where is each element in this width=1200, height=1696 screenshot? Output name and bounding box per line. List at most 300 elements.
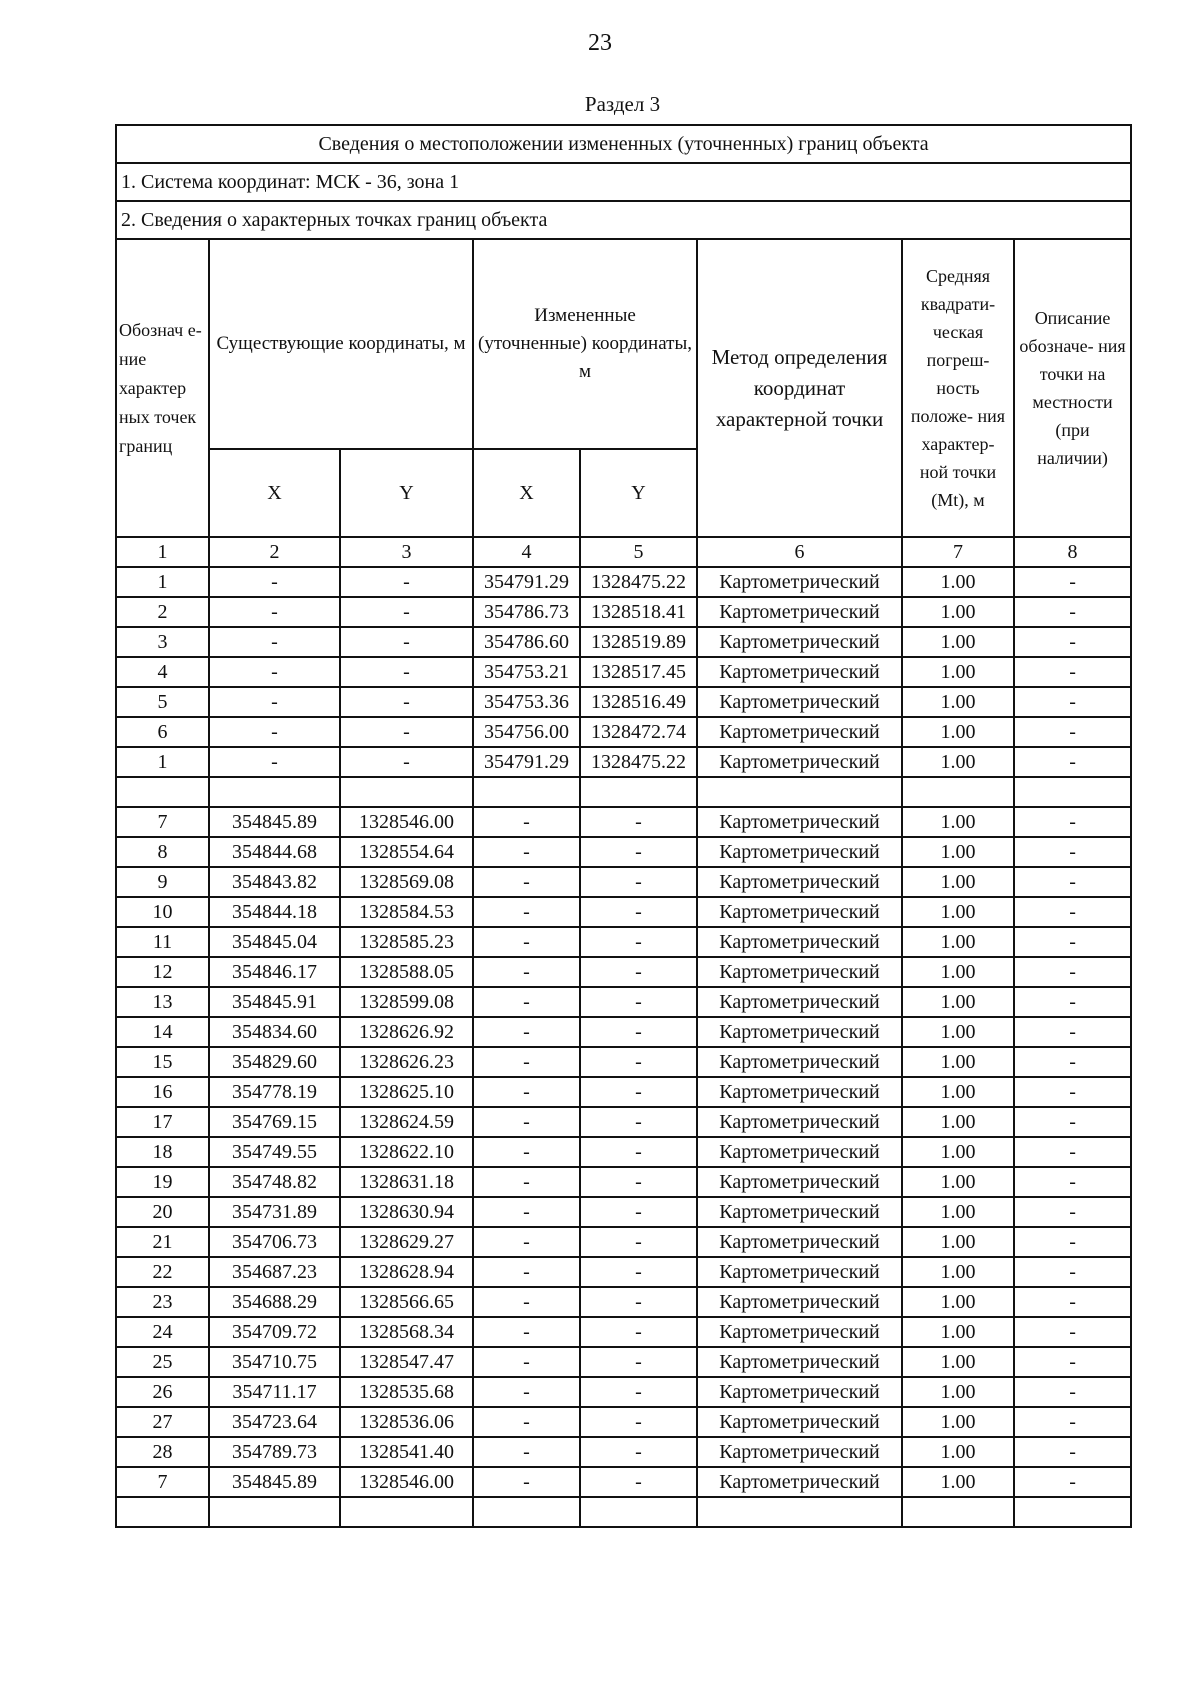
cell-method: Картометрический — [697, 1017, 902, 1047]
cell-y-existing: 1328625.10 — [340, 1077, 473, 1107]
cell-description: - — [1014, 1197, 1131, 1227]
table-row — [116, 957, 1131, 987]
cell-rmse: 1.00 — [902, 1257, 1014, 1287]
cell-rmse: 1.00 — [902, 837, 1014, 867]
cell-x-existing: 354723.64 — [209, 1407, 340, 1437]
header-y-existing: Y — [340, 449, 473, 537]
cell-rmse: 1.00 — [902, 1407, 1014, 1437]
cell-rmse: 1.00 — [902, 1467, 1014, 1497]
table-row — [116, 687, 1131, 717]
cell-description: - — [1014, 837, 1131, 867]
cell-x-existing: - — [209, 717, 340, 747]
cell-description: - — [1014, 747, 1131, 777]
cell-y-existing: - — [340, 657, 473, 687]
cell-y-changed: - — [580, 1197, 697, 1227]
cell-rmse: 1.00 — [902, 957, 1014, 987]
table-row — [116, 1497, 1131, 1527]
cell-x-existing: - — [209, 597, 340, 627]
cell-y-existing: 1328569.08 — [340, 867, 473, 897]
coordinate-system: 1. Система координат: МСК - 36, зона 1 — [116, 163, 1131, 201]
table-row — [116, 807, 1131, 837]
cell-x-changed: - — [473, 1407, 580, 1437]
header-method: Метод определения координат характерной точки — [697, 239, 902, 537]
header-rmse: Средняя квадрати- ческая погреш- ность положе- ния характер- ной точки (Mt), м — [902, 239, 1014, 537]
table-row — [116, 1377, 1131, 1407]
column-number: 3 — [340, 537, 473, 567]
cell-method: Картометрический — [697, 1197, 902, 1227]
table-row — [116, 1287, 1131, 1317]
cell-description: - — [1014, 1137, 1131, 1167]
cell-y-changed: 1328475.22 — [580, 747, 697, 777]
cell-x-existing: 354845.91 — [209, 987, 340, 1017]
cell-x-changed: 354753.36 — [473, 687, 580, 717]
cell-x-changed: - — [473, 1467, 580, 1497]
cell-description: - — [1014, 867, 1131, 897]
cell-description: - — [1014, 1077, 1131, 1107]
cell-point-id: 16 — [116, 1077, 209, 1107]
cell-method: Картометрический — [697, 1077, 902, 1107]
cell-description: - — [1014, 1047, 1131, 1077]
cell-x-changed: - — [473, 927, 580, 957]
cell-point-id: 11 — [116, 927, 209, 957]
cell-method: Картометрический — [697, 957, 902, 987]
cell-point-id: 4 — [116, 657, 209, 687]
cell-method: Картометрический — [697, 627, 902, 657]
cell-description: - — [1014, 987, 1131, 1017]
cell-y-existing: 1328535.68 — [340, 1377, 473, 1407]
cell-y-changed: - — [580, 1377, 697, 1407]
section-title: Раздел 3 — [584, 92, 661, 116]
cell-rmse: 1.00 — [902, 657, 1014, 687]
cell-rmse: 1.00 — [902, 1107, 1014, 1137]
cell-method: Картометрический — [697, 567, 902, 597]
table-row — [116, 597, 1131, 627]
cell-description: - — [1014, 1407, 1131, 1437]
cell-method: Картометрический — [697, 927, 902, 957]
cell-point-id: 19 — [116, 1167, 209, 1197]
cell-point-id: 18 — [116, 1137, 209, 1167]
header-point-designation: Обознач е-ние характер ных точек границ — [116, 239, 209, 537]
cell-method: Картометрический — [697, 1047, 902, 1077]
cell-point-id: 25 — [116, 1347, 209, 1377]
cell-method: Картометрический — [697, 747, 902, 777]
cell-x-changed: 354753.21 — [473, 657, 580, 687]
table-title: Сведения о местоположении измененных (уточненных) границ объекта — [116, 125, 1131, 163]
cell-x-changed: - — [473, 1437, 580, 1467]
cell-x-changed: - — [473, 897, 580, 927]
cell-y-existing: 1328547.47 — [340, 1347, 473, 1377]
cell-description: - — [1014, 597, 1131, 627]
cell-y-existing: - — [340, 687, 473, 717]
cell-description: - — [1014, 717, 1131, 747]
table-row — [116, 897, 1131, 927]
table-row — [116, 1077, 1131, 1107]
cell-point-id: 7 — [116, 1467, 209, 1497]
cell-x-changed — [473, 777, 580, 807]
cell-rmse: 1.00 — [902, 807, 1014, 837]
header-y-changed: Y — [580, 449, 697, 537]
cell-y-existing: 1328626.92 — [340, 1017, 473, 1047]
cell-description: - — [1014, 627, 1131, 657]
cell-description: - — [1014, 1437, 1131, 1467]
cell-x-changed: - — [473, 1317, 580, 1347]
cell-x-existing: 354749.55 — [209, 1137, 340, 1167]
table-row — [116, 1017, 1131, 1047]
cell-y-changed: - — [580, 1077, 697, 1107]
cell-x-existing: 354846.17 — [209, 957, 340, 987]
cell-method: Картометрический — [697, 1257, 902, 1287]
cell-y-changed: - — [580, 897, 697, 927]
cell-y-existing: 1328546.00 — [340, 1467, 473, 1497]
cell-x-existing: 354829.60 — [209, 1047, 340, 1077]
cell-x-changed: - — [473, 1137, 580, 1167]
cell-description: - — [1014, 1377, 1131, 1407]
cell-x-changed: - — [473, 1017, 580, 1047]
cell-x-existing: 354769.15 — [209, 1107, 340, 1137]
cell-rmse: 1.00 — [902, 867, 1014, 897]
cell-y-changed: - — [580, 1107, 697, 1137]
cell-x-existing: - — [209, 657, 340, 687]
cell-y-changed: - — [580, 987, 697, 1017]
cell-method: Картометрический — [697, 867, 902, 897]
cell-method: Картометрический — [697, 897, 902, 927]
cell-y-existing: - — [340, 747, 473, 777]
cell-point-id: 14 — [116, 1017, 209, 1047]
header-x-changed: X — [473, 449, 580, 537]
table-row — [116, 717, 1131, 747]
cell-rmse: 1.00 — [902, 1167, 1014, 1197]
cell-x-existing — [209, 777, 340, 807]
cell-x-existing: 354711.17 — [209, 1377, 340, 1407]
cell-y-existing: 1328566.65 — [340, 1287, 473, 1317]
cell-point-id: 28 — [116, 1437, 209, 1467]
cell-x-existing: 354845.89 — [209, 1467, 340, 1497]
cell-method: Картометрический — [697, 657, 902, 687]
cell-x-changed: - — [473, 1077, 580, 1107]
cell-y-changed: - — [580, 1467, 697, 1497]
cell-x-existing: 354845.04 — [209, 927, 340, 957]
cell-x-existing: - — [209, 627, 340, 657]
column-number: 4 — [473, 537, 580, 567]
cell-y-existing: 1328584.53 — [340, 897, 473, 927]
table-row — [116, 1257, 1131, 1287]
cell-x-changed: 354786.60 — [473, 627, 580, 657]
cell-y-changed — [580, 777, 697, 807]
cell-y-changed: 1328517.45 — [580, 657, 697, 687]
cell-rmse: 1.00 — [902, 1197, 1014, 1227]
cell-point-id: 7 — [116, 807, 209, 837]
cell-y-existing: - — [340, 717, 473, 747]
table-row — [116, 1467, 1131, 1497]
cell-method: Картометрический — [697, 1317, 902, 1347]
cell-rmse: 1.00 — [902, 1047, 1014, 1077]
cell-description: - — [1014, 1167, 1131, 1197]
header-changed-coords: Измененные (уточненные) координаты, м — [473, 239, 697, 449]
cell-x-changed: - — [473, 1287, 580, 1317]
cell-y-changed: - — [580, 1167, 697, 1197]
table-row — [116, 1137, 1131, 1167]
table-row — [116, 1167, 1131, 1197]
cell-x-changed: - — [473, 987, 580, 1017]
cell-y-changed: - — [580, 957, 697, 987]
cell-y-existing: - — [340, 597, 473, 627]
cell-x-existing: 354706.73 — [209, 1227, 340, 1257]
cell-x-changed: - — [473, 1197, 580, 1227]
cell-description: - — [1014, 897, 1131, 927]
cell-x-existing: 354845.89 — [209, 807, 340, 837]
cell-point-id: 1 — [116, 747, 209, 777]
cell-point-id: 8 — [116, 837, 209, 867]
cell-point-id: 27 — [116, 1407, 209, 1437]
cell-point-id: 9 — [116, 867, 209, 897]
cell-x-changed: - — [473, 957, 580, 987]
cell-x-existing: 354844.18 — [209, 897, 340, 927]
header-description: Описание обозначе- ния точки на местности (при наличии) — [1014, 239, 1131, 537]
cell-description: - — [1014, 657, 1131, 687]
cell-point-id: 1 — [116, 567, 209, 597]
cell-method: Картометрический — [697, 597, 902, 627]
cell-method: Картометрический — [697, 837, 902, 867]
cell-method: Картометрический — [697, 1287, 902, 1317]
cell-rmse: 1.00 — [902, 747, 1014, 777]
cell-x-existing: 354688.29 — [209, 1287, 340, 1317]
header-x-existing: X — [209, 449, 340, 537]
cell-y-existing: 1328629.27 — [340, 1227, 473, 1257]
column-numbers-row — [116, 537, 1131, 567]
cell-point-id — [116, 777, 209, 807]
table-row — [116, 1437, 1131, 1467]
cell-description: - — [1014, 927, 1131, 957]
cell-rmse: 1.00 — [902, 1437, 1014, 1467]
cell-description: - — [1014, 1467, 1131, 1497]
cell-method: Картометрический — [697, 1137, 902, 1167]
column-number: 5 — [580, 537, 697, 567]
cell-point-id: 12 — [116, 957, 209, 987]
cell-y-changed: - — [580, 1347, 697, 1377]
cell-x-existing: - — [209, 567, 340, 597]
cell-rmse: 1.00 — [902, 597, 1014, 627]
column-number: 6 — [697, 537, 902, 567]
table-row — [116, 747, 1131, 777]
cell-rmse: 1.00 — [902, 687, 1014, 717]
column-number: 8 — [1014, 537, 1131, 567]
cell-rmse: 1.00 — [902, 897, 1014, 927]
column-number: 2 — [209, 537, 340, 567]
cell-x-changed: 354756.00 — [473, 717, 580, 747]
cell-point-id: 15 — [116, 1047, 209, 1077]
cell-x-existing: 354731.89 — [209, 1197, 340, 1227]
cell-y-changed — [580, 1497, 697, 1527]
cell-x-changed: 354786.73 — [473, 597, 580, 627]
cell-x-changed: - — [473, 867, 580, 897]
cell-y-existing: 1328626.23 — [340, 1047, 473, 1077]
cell-point-id: 21 — [116, 1227, 209, 1257]
cell-y-existing: 1328630.94 — [340, 1197, 473, 1227]
column-number: 7 — [902, 537, 1014, 567]
cell-y-existing: - — [340, 567, 473, 597]
cell-y-existing: 1328622.10 — [340, 1137, 473, 1167]
cell-method — [697, 777, 902, 807]
cell-description: - — [1014, 1347, 1131, 1377]
table-row — [116, 1227, 1131, 1257]
table-row — [116, 927, 1131, 957]
cell-y-existing: 1328554.64 — [340, 837, 473, 867]
cell-y-changed: 1328475.22 — [580, 567, 697, 597]
cell-method: Картометрический — [697, 1407, 902, 1437]
cell-x-existing: 354709.72 — [209, 1317, 340, 1347]
cell-y-changed: - — [580, 867, 697, 897]
cell-point-id: 23 — [116, 1287, 209, 1317]
cell-y-existing: 1328588.05 — [340, 957, 473, 987]
cell-method: Картометрический — [697, 687, 902, 717]
cell-y-existing — [340, 777, 473, 807]
cell-y-existing: 1328599.08 — [340, 987, 473, 1017]
cell-description: - — [1014, 957, 1131, 987]
cell-y-changed: - — [580, 1137, 697, 1167]
cell-y-changed: - — [580, 1257, 697, 1287]
cell-y-existing: 1328585.23 — [340, 927, 473, 957]
boundary-points-table — [115, 124, 1132, 1528]
cell-description — [1014, 777, 1131, 807]
cell-description: - — [1014, 807, 1131, 837]
cell-point-id: 5 — [116, 687, 209, 717]
cell-point-id: 6 — [116, 717, 209, 747]
cell-point-id: 24 — [116, 1317, 209, 1347]
cell-description: - — [1014, 1257, 1131, 1287]
cell-x-existing: 354844.68 — [209, 837, 340, 867]
cell-x-changed: - — [473, 1257, 580, 1287]
cell-description — [1014, 1497, 1131, 1527]
cell-rmse: 1.00 — [902, 567, 1014, 597]
cell-x-existing: 354748.82 — [209, 1167, 340, 1197]
cell-y-existing: 1328631.18 — [340, 1167, 473, 1197]
cell-description: - — [1014, 687, 1131, 717]
cell-method: Картометрический — [697, 987, 902, 1017]
cell-y-existing: 1328568.34 — [340, 1317, 473, 1347]
cell-rmse: 1.00 — [902, 927, 1014, 957]
table-row — [116, 657, 1131, 687]
cell-y-changed: - — [580, 1047, 697, 1077]
cell-rmse: 1.00 — [902, 1377, 1014, 1407]
cell-x-existing: 354834.60 — [209, 1017, 340, 1047]
cell-y-changed: - — [580, 1227, 697, 1257]
cell-method: Картометрический — [697, 807, 902, 837]
cell-method: Картометрический — [697, 1377, 902, 1407]
cell-x-existing: 354843.82 — [209, 867, 340, 897]
table-row — [116, 837, 1131, 867]
cell-y-existing: 1328536.06 — [340, 1407, 473, 1437]
cell-description: - — [1014, 1227, 1131, 1257]
cell-x-existing: 354778.19 — [209, 1077, 340, 1107]
cell-y-changed: - — [580, 1317, 697, 1347]
table-row — [116, 1197, 1131, 1227]
cell-x-existing: 354710.75 — [209, 1347, 340, 1377]
cell-point-id: 26 — [116, 1377, 209, 1407]
cell-y-existing: 1328628.94 — [340, 1257, 473, 1287]
table-row — [116, 1347, 1131, 1377]
cell-rmse — [902, 1497, 1014, 1527]
cell-rmse: 1.00 — [902, 1227, 1014, 1257]
cell-y-changed: - — [580, 1437, 697, 1467]
cell-point-id: 10 — [116, 897, 209, 927]
cell-x-changed: 354791.29 — [473, 567, 580, 597]
cell-point-id: 22 — [116, 1257, 209, 1287]
table-row — [116, 567, 1131, 597]
cell-x-existing: - — [209, 747, 340, 777]
cell-y-changed: - — [580, 1407, 697, 1437]
cell-rmse — [902, 777, 1014, 807]
cell-rmse: 1.00 — [902, 1287, 1014, 1317]
cell-method: Картометрический — [697, 1167, 902, 1197]
cell-y-changed: 1328472.74 — [580, 717, 697, 747]
table-row — [116, 1317, 1131, 1347]
table-row — [116, 777, 1131, 807]
cell-point-id: 13 — [116, 987, 209, 1017]
cell-y-changed: - — [580, 837, 697, 867]
table-row — [116, 867, 1131, 897]
cell-y-changed: - — [580, 1287, 697, 1317]
cell-x-changed: - — [473, 807, 580, 837]
cell-y-existing: 1328541.40 — [340, 1437, 473, 1467]
cell-x-changed: - — [473, 1167, 580, 1197]
cell-x-existing: - — [209, 687, 340, 717]
column-number: 1 — [116, 537, 209, 567]
cell-y-changed: 1328516.49 — [580, 687, 697, 717]
cell-rmse: 1.00 — [902, 627, 1014, 657]
cell-y-changed: 1328518.41 — [580, 597, 697, 627]
cell-point-id: 2 — [116, 597, 209, 627]
cell-method: Картометрический — [697, 1107, 902, 1137]
table-row — [116, 1107, 1131, 1137]
table-row — [116, 987, 1131, 1017]
cell-x-existing: 354789.73 — [209, 1437, 340, 1467]
cell-y-existing: - — [340, 627, 473, 657]
cell-rmse: 1.00 — [902, 1137, 1014, 1167]
page-number: 23 — [588, 30, 612, 56]
cell-description: - — [1014, 567, 1131, 597]
cell-point-id: 3 — [116, 627, 209, 657]
cell-x-changed: - — [473, 1227, 580, 1257]
cell-rmse: 1.00 — [902, 717, 1014, 747]
cell-description: - — [1014, 1317, 1131, 1347]
cell-x-changed: - — [473, 1107, 580, 1137]
cell-method: Картометрический — [697, 717, 902, 747]
cell-y-changed: - — [580, 927, 697, 957]
cell-description: - — [1014, 1107, 1131, 1137]
cell-method: Картометрический — [697, 1347, 902, 1377]
cell-description: - — [1014, 1287, 1131, 1317]
table-row — [116, 627, 1131, 657]
cell-method: Картометрический — [697, 1437, 902, 1467]
cell-rmse: 1.00 — [902, 1017, 1014, 1047]
table-row — [116, 1407, 1131, 1437]
cell-y-existing — [340, 1497, 473, 1527]
cell-x-existing — [209, 1497, 340, 1527]
cell-point-id: 17 — [116, 1107, 209, 1137]
points-info-heading: 2. Сведения о характерных точках границ объекта — [116, 201, 1131, 239]
header-existing-coords: Существующие координаты, м — [209, 239, 473, 449]
cell-point-id — [116, 1497, 209, 1527]
cell-rmse: 1.00 — [902, 1317, 1014, 1347]
cell-x-changed: - — [473, 1347, 580, 1377]
cell-method: Картометрический — [697, 1467, 902, 1497]
cell-y-existing: 1328546.00 — [340, 807, 473, 837]
cell-rmse: 1.00 — [902, 987, 1014, 1017]
cell-x-changed: - — [473, 1047, 580, 1077]
cell-y-changed: 1328519.89 — [580, 627, 697, 657]
cell-x-changed: - — [473, 837, 580, 867]
cell-y-changed: - — [580, 807, 697, 837]
